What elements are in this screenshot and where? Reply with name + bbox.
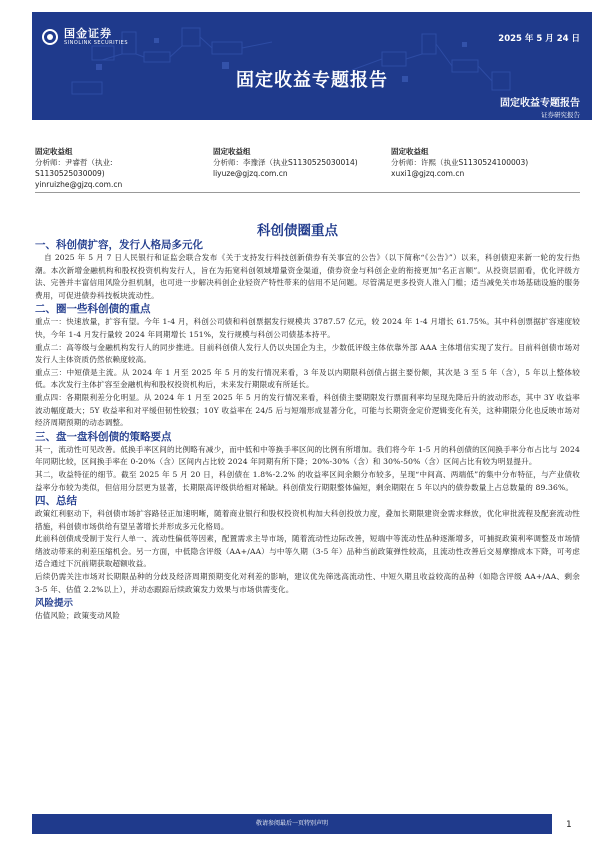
section-heading-1: 一、科创债扩容，发行人格局多元化	[35, 239, 203, 251]
analyst-name: 分析师：尹睿哲（执业:	[35, 158, 113, 167]
risk-text: 估值风险；政策变动风险	[35, 611, 121, 621]
footer-disclaimer: 敬请参阅最后一页特别声明	[32, 814, 552, 834]
document-title: 科创债圈重点	[257, 223, 338, 239]
section-3-point-1: 其一，流动性可见改善。低换手率区间的比例略有减少，而中低和中等换手率区间的比例有所增加。我们将今年 1-5 月的科创债的区间换手率分布占比与 2024 年同期比较，区间换手率在 0-20%（含）区间内占比较 2024 年同期有所下降；20%-30%（含）和 30%-50%（含）区间占比有较为明显提升。	[35, 444, 580, 467]
section-divider	[35, 192, 580, 193]
summary-paragraph-3: 后续仍需关注市场对长期限品种的分歧及经济周期预期变化对利差的影响，建议优先筛选高流动性、中短久期且收益较高的品种（如隐含评级 AA+/AA、剩余 3-5 年、估值 2.2%以上），并动态跟踪后续政策发力效果与市场供需变化。	[35, 572, 580, 594]
report-body	[35, 238, 580, 623]
analyst-email[interactable]: xuxi1@gjzq.com.cn	[391, 169, 465, 178]
analyst-2	[213, 146, 403, 179]
section-1-paragraph: 自 2025 年 5 月 7 日人民银行和证监会联合发布《关于支持发行科技创新债券有关事宜的公告》（以下简称“《公告》”）以来，科创债迎来新一轮的发行热潮。本次新增金融机构和股权投资机构发行人，旨在为拓宽科创领域增量资金渠道，债券资金与科创企业的衔接更加“名正言顺”。从投资层面看，优化评级方法、完善并丰富信用风险分担机制，也可进一步解决科创企业轻资产特性带来的信用不足问题。尽管满足更多投资人准入门槛；适当减免关市场基础设施的服务费用，可促进债券科技板块流动性。	[35, 253, 580, 300]
section-2-point-4: 重点四：各期限利差分化明显。从 2024 年 1 月至 2025 年 5 月的发行情况来看，科创债主要期限发行票面利率均呈现先降后升的波动形态，其中 3Y 收益率波动幅度最大；5Y 收益率和对平缓但韧性较强；10Y 收益率在 24/5 后与短端形成显著分化，可能与长期资金定价逻辑变化有关，这种期限分化也反映市场对经济周期预期的动态调整。	[35, 392, 580, 428]
section-2-point-2: 重点二：高等级与金融机构发行人的同步推进。目前科创债人发行人仍以央国企为主，少数低评级主体依靠外部 AAA 主体增信实现了发行。目前科创债市场对发行人主体资质仍然依赖度较高。	[35, 342, 580, 365]
analyst-group: 固定收益组	[213, 147, 251, 156]
analyst-group: 固定收益组	[391, 147, 429, 156]
banner-title: 固定收益专题报告	[236, 70, 388, 91]
report-category: 固定收益专题报告	[500, 98, 580, 109]
section-3-point-2: 其二，收益特征的细节。截至 2025 年 5 月 20 日，科创债在 1.8%-2.2% 的收益率区间余额分布较多，呈现“中间高、两端低”的集中分布特征，与产业债收益率分布较为类似，但信用分层更为显著，长期限高评级供给相对稀缺。科创债发行期限整体偏短，剩余期限在 5 年以内的债券数量上占总数量的 89.36%。	[35, 469, 580, 492]
analyst-list	[35, 146, 580, 189]
analyst-group: 固定收益组	[35, 147, 73, 156]
analyst-3	[391, 146, 581, 179]
logo-name-en: SINOLINK SECURITIES	[64, 40, 128, 46]
analyst-1	[35, 146, 195, 190]
analyst-name: 分析师：李豫泽（执业S1130525030014)	[213, 158, 358, 167]
page-number: 1	[566, 820, 572, 830]
section-2-point-3: 重点三：中短债是主流。从 2024 年 1 月至 2025 年 5 月的发行情况来看，3 年及以内期限科创债占据主要份额，其次是 3 至 5 年（含），5 年以上整体较低。本次发行主体扩容至金融机构和股权投资机构后，未来发行期限或有所延长。	[35, 367, 580, 390]
summary-paragraph-2: 此前科创债成受制于发行人单一、流动性偏低等因素，配置需求主导市场，随着流动性边际改善，短端中等流动性品种逐渐增多，可捕捉政策利率调整及市场情绪波动带来的利差压缩机会。另一方面，中低隐含评级（AA+/AA）与中等久期（3-5 年）品种当前政策弹性较高，且流动性改善后交易摩擦成本下降，可考虑适合通过下沉前期获取超额收益。	[35, 534, 580, 569]
logo-icon	[42, 29, 58, 45]
summary-paragraph-1: 政策红利驱动下，科创债市场扩容路径正加速明晰，随着商业银行和股权投资机构加大科创投放力度，叠加长期限建资金需求释放，优化审批流程及配套流动性措施，科创债市场供给有望呈著增长并形成多元化格局。	[35, 509, 580, 531]
section-heading-2: 二、圈一些科创债的重点	[35, 303, 151, 316]
section-heading-3: 三、盘一盘科创债的策略要点	[35, 430, 172, 443]
report-type: 证券研究报告	[541, 111, 580, 119]
analyst-name: 分析师：许熙（执业S1130524100003)	[391, 158, 529, 167]
report-date: 2025 年 5 月 24 日	[498, 34, 580, 44]
analyst-license: S1130525030009)	[35, 169, 105, 178]
analyst-email[interactable]: yinruizhe@gjzq.com.cn	[35, 180, 123, 189]
section-heading-4: 四、总结	[35, 495, 77, 508]
header-banner	[32, 12, 592, 120]
section-2-point-1: 重点一：快速放量，扩容有望。今年 1-4 月，科创公司债和科创票据发行规模共 3787.57 亿元，较 2024 年 1-4 月增长 61.75%。其中科创票据扩容速度较快，今年 1-4 月发行量较 2024 年同期增长 151%，发行规模与科创公司债基本持平。	[35, 317, 580, 339]
analyst-email[interactable]: liyuze@gjzq.com.cn	[213, 169, 288, 178]
logo-name-cn: 国金证券	[64, 27, 112, 40]
company-logo	[42, 28, 128, 46]
risk-heading: 风险提示	[35, 598, 74, 610]
